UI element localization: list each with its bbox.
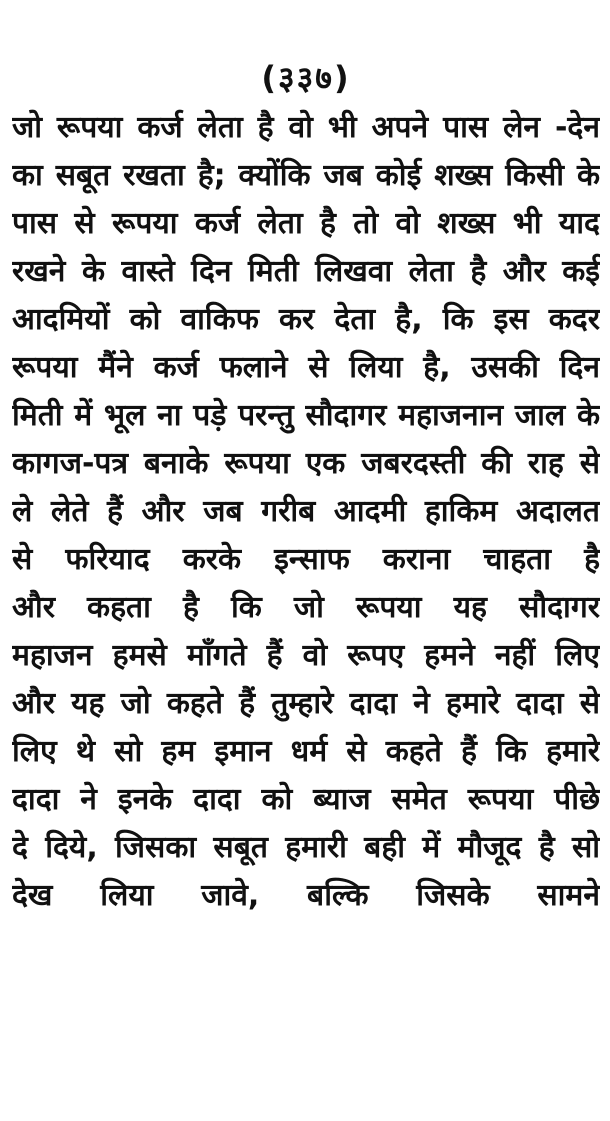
text-line: आदमियों को वाकिफ कर देता है, कि इस कदर: [12, 302, 600, 337]
text-line: दे दिये, जिसका सबूत हमारी बही में मौजूद है सो: [12, 830, 600, 865]
text-line: रूपया मैंने कर्ज फलाने से लिया है, उसकी दिन: [12, 350, 600, 385]
body-text: [12, 104, 600, 920]
page-number: (३३७): [261, 59, 351, 97]
text-line: लिए थे सो हम इमान धर्म से कहते हैं कि हमारे: [12, 734, 600, 769]
text-line: पास से रूपया कर्ज लेता है तो वो शख्स भी याद: [12, 206, 600, 241]
text-line: और कहता है कि जो रूपया यह सौदागर: [12, 590, 600, 625]
text-line: देख लिया जावे, बल्कि जिसके सामने: [12, 878, 600, 913]
text-line: कागज-पत्र बनाके रूपया एक जबरदस्ती की राह से: [12, 446, 600, 481]
text-line: जो रूपया कर्ज लेता है वो भी अपने पास लेन -देन: [12, 110, 600, 145]
text-line: और यह जो कहते हैं तुम्हारे दादा ने हमारे दादा से: [12, 686, 600, 721]
text-line: महाजन हमसे माँगते हैं वो रूपए हमने नहीं लिए: [12, 638, 600, 673]
text-line: मिती में भूल ना पड़े परन्तु सौदागर महाजनान जाल के: [12, 398, 600, 433]
text-line: का सबूत रखता है; क्योंकि जब कोई शख्स किसी के: [12, 158, 600, 193]
text-line: से फरियाद करके इन्साफ कराना चाहता है: [12, 542, 600, 577]
text-line: दादा ने इनके दादा को ब्याज समेत रूपया पीछे: [12, 782, 600, 817]
text-line: रखने के वास्ते दिन मिती लिखवा लेता है और कई: [12, 254, 600, 289]
text-line: ले लेते हैं और जब गरीब आदमी हाकिम अदालत: [12, 494, 600, 529]
